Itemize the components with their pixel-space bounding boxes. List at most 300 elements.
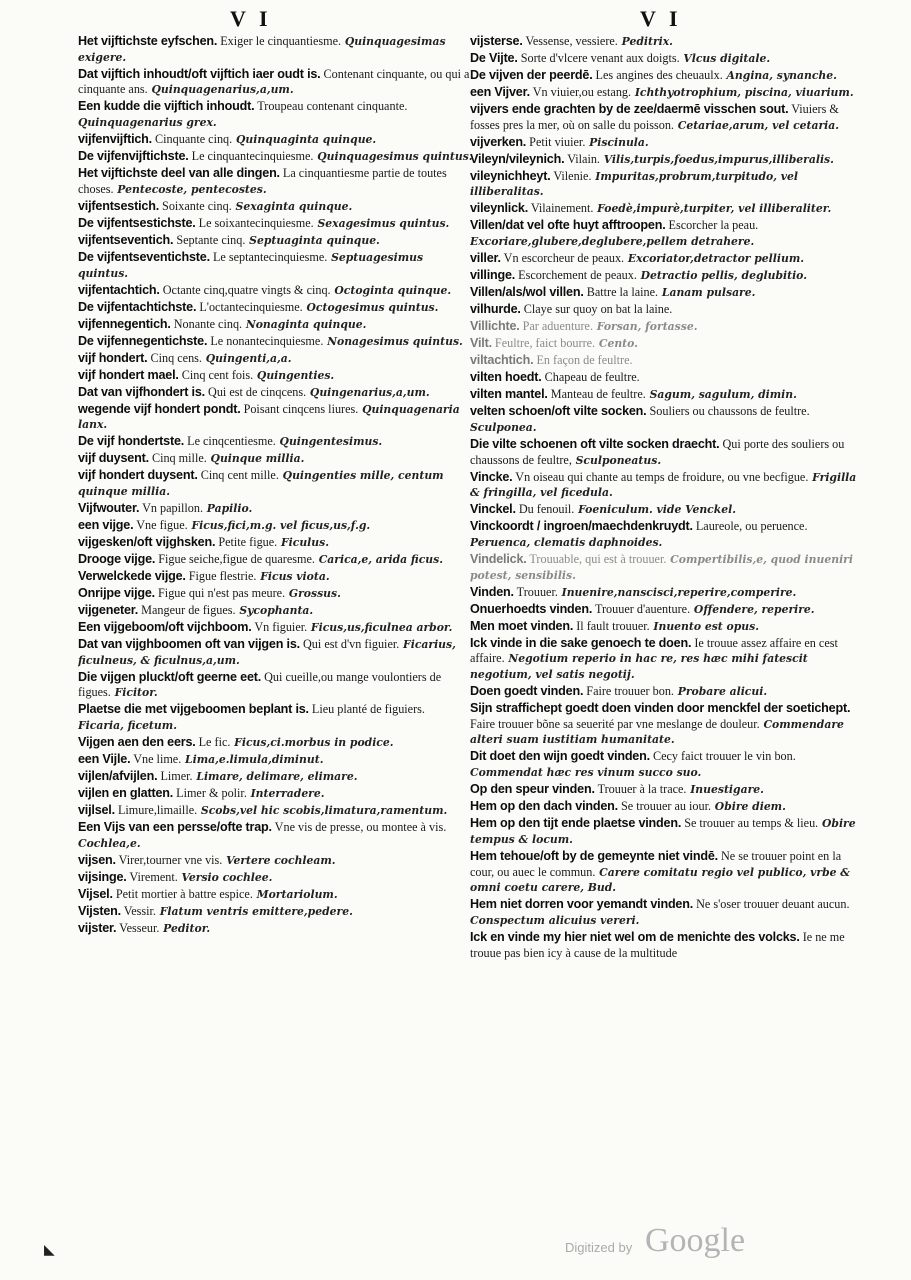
dictionary-entry xyxy=(470,816,865,847)
entry-headword: Onrijpe vijge. xyxy=(78,585,155,600)
entry-latin-gloss: Nonaginta quinque. xyxy=(242,317,367,331)
entry-headword: Dat van vijfhondert is. xyxy=(78,384,205,399)
entry-headword: vijgeneter. xyxy=(78,602,139,617)
entry-headword: Ick vinde in die sake genoech te doen. xyxy=(470,635,692,650)
entry-latin-gloss: Inuestigare. xyxy=(686,783,764,797)
entry-headword: vijsen. xyxy=(78,852,116,867)
entry-french-gloss: Vilain. xyxy=(564,151,600,166)
entry-french-gloss: Cinq cent mille. xyxy=(197,468,279,483)
entry-headword: vijf hondert mael. xyxy=(78,367,179,382)
dictionary-entry xyxy=(470,799,865,815)
entry-headword: Dat vijftich inhoudt/oft vijftich iaer oudt is. xyxy=(78,66,321,81)
entry-latin-gloss: Ficus,us,ficulnea arbor. xyxy=(307,620,453,634)
dictionary-entry xyxy=(78,451,473,467)
entry-french-gloss: Souliers ou chaussons de feultre. xyxy=(646,404,810,419)
entry-headword: Vinckoordt / ingroen/maechdenkruydt. xyxy=(470,519,693,534)
entry-headword: Plaetse die met vijgeboomen beplant is. xyxy=(78,702,309,717)
dictionary-entry xyxy=(78,233,473,249)
entry-french-gloss: Vn figuier. xyxy=(251,619,308,634)
entry-latin-gloss: Sculponea. xyxy=(470,420,537,434)
dictionary-entry xyxy=(78,300,473,316)
dictionary-entry xyxy=(470,268,865,284)
dictionary-entry xyxy=(78,820,473,851)
dictionary-entry xyxy=(78,853,473,869)
dictionary-entry xyxy=(78,317,473,333)
dictionary-entry xyxy=(78,586,473,602)
dictionary-entry xyxy=(78,199,473,215)
entry-french-gloss: Cecy faict trouuer le vin bon. xyxy=(649,749,796,764)
dictionary-entry xyxy=(470,585,865,601)
entry-latin-gloss: Quinquaginta quinque. xyxy=(232,133,377,147)
entry-latin-gloss: Impuritas,probrum,turpitudo, vel illiberalitas. xyxy=(470,169,798,199)
dictionary-entry xyxy=(470,387,865,403)
entry-french-gloss: Trouuer. xyxy=(513,584,558,599)
entry-latin-gloss: Carica,e, arida ficus. xyxy=(314,552,443,566)
entry-french-gloss: Ie trouue assez affaire en cest affaire. xyxy=(470,635,838,666)
entry-latin-gloss: Foeniculum. vide Venckel. xyxy=(574,503,736,517)
entry-french-gloss: Le cinqcentiesme. xyxy=(184,434,276,449)
entry-french-gloss: Ie ne me trouue pas bien icy à cause de la multitude xyxy=(470,929,845,960)
dictionary-entry xyxy=(78,149,473,165)
dictionary-entry xyxy=(470,849,865,896)
entry-latin-gloss: Offendere, reperire. xyxy=(690,602,815,616)
entry-french-gloss: Les angines des cheuaulx. xyxy=(592,68,723,82)
dictionary-entry xyxy=(470,701,865,748)
dictionary-entry xyxy=(470,930,865,961)
dictionary-entry xyxy=(470,502,865,518)
entry-french-gloss: La cinquantiesme partie de toutes choses. xyxy=(78,166,447,196)
entry-headword: vijlen/afvijlen. xyxy=(78,769,158,784)
dictionary-entry xyxy=(470,404,865,435)
entry-headword: velten schoen/oft vilte socken. xyxy=(470,404,647,419)
entry-french-gloss: Trouuer à la trace. xyxy=(594,782,687,797)
entry-latin-gloss: Cochlea,e. xyxy=(78,836,141,850)
entry-french-gloss: L'octantecinquiesme. xyxy=(196,299,303,314)
dictionary-entry xyxy=(78,569,473,585)
entry-french-gloss: Faire trouuer bõne sa seuerité par vne meslange de douleur. xyxy=(470,716,760,731)
entry-french-gloss: Se trouuer au iour. xyxy=(617,799,712,814)
dictionary-entry xyxy=(470,353,865,369)
dictionary-entry xyxy=(470,285,865,301)
dictionary-entry xyxy=(78,518,473,534)
dictionary-entry xyxy=(78,468,473,499)
entry-french-gloss: Faire trouuer bon. xyxy=(583,684,674,699)
entry-headword: viller. xyxy=(470,251,501,266)
entry-headword: Vinckel. xyxy=(470,502,516,517)
entry-latin-gloss: Versio cochlee. xyxy=(177,870,273,884)
entry-headword: vileynichheyt. xyxy=(470,168,551,183)
dictionary-entry xyxy=(78,786,473,802)
entry-french-gloss: Contenant cinquante, ou qui a cinquante ans. xyxy=(78,66,470,97)
entry-latin-gloss: Ficus viota. xyxy=(256,569,330,583)
entry-latin-gloss: Quinquagenaria lanx. xyxy=(78,402,460,432)
entry-french-gloss: Cinq cent fois. xyxy=(178,367,254,382)
dictionary-entry xyxy=(78,402,473,433)
entry-french-gloss: Manteau de feultre. xyxy=(547,387,646,402)
running-head-right: V I xyxy=(640,6,682,31)
entry-latin-gloss: Ichthyotrophium, piscina, viuarium. xyxy=(631,86,854,99)
dictionary-entry xyxy=(470,684,865,700)
dictionary-entry xyxy=(470,782,865,798)
entry-headword: Onuerhoedts vinden. xyxy=(470,601,593,616)
entry-latin-gloss: Ficitor. xyxy=(110,686,158,700)
google-logo: Google xyxy=(645,1222,746,1259)
entry-french-gloss: En façon de feultre. xyxy=(533,353,633,368)
entry-french-gloss: Qui cueille,ou mange voulontiers de figues. xyxy=(78,669,442,700)
entry-headword: vijvers ende grachten by de zee/daermē visschen sout. xyxy=(470,102,789,116)
entry-french-gloss: Virer,tourner vne vis. xyxy=(115,852,223,867)
entry-headword: Vijfwouter. xyxy=(78,500,140,515)
entry-french-gloss: Par aduenture. xyxy=(519,319,593,334)
entry-latin-gloss: Commendat hæc res vinum succo suo. xyxy=(470,766,702,780)
entry-french-gloss: Il fault trouuer. xyxy=(573,618,650,633)
entry-headword: Ick en vinde my hier niet wel om de menichte des volcks. xyxy=(470,929,800,944)
entry-headword: vilhurde. xyxy=(470,302,521,317)
entry-french-gloss: Qui porte des souliers ou chaussons de feultre, xyxy=(470,436,845,467)
dictionary-entry xyxy=(78,99,473,130)
entry-french-gloss: Petite figue. xyxy=(215,534,278,549)
entry-french-gloss: Feultre, faict bourre. xyxy=(491,336,596,351)
dictionary-entry xyxy=(78,670,473,701)
corner-mark: ◣ xyxy=(44,1242,55,1258)
entry-french-gloss: Le cinquantecinquiesme. xyxy=(188,149,314,164)
entry-french-gloss: Lieu planté de figuiers. xyxy=(308,702,425,717)
dictionary-entry xyxy=(78,250,473,281)
dictionary-entry xyxy=(470,218,865,249)
entry-headword: Een Vijs van een persse/ofte trap. xyxy=(78,820,272,835)
right-column xyxy=(470,34,865,1234)
digitized-by-label: Digitized by xyxy=(565,1240,633,1255)
dictionary-entry xyxy=(78,769,473,785)
entry-headword: vijfennegentich. xyxy=(78,316,171,331)
dictionary-entry xyxy=(470,636,865,683)
entry-french-gloss: Cinquante cinq. xyxy=(151,132,233,147)
entry-french-gloss: Mangeur de figues. xyxy=(138,602,236,617)
entry-latin-gloss: Peruenca, clematis daphnoides. xyxy=(470,535,663,549)
entry-headword: De vijfentachtichste. xyxy=(78,299,197,314)
dictionary-entry xyxy=(470,749,865,780)
entry-headword: Die vilte schoenen oft vilte socken draecht. xyxy=(470,436,720,451)
entry-headword: Drooge vijge. xyxy=(78,551,156,566)
dictionary-entry xyxy=(78,921,473,937)
entry-latin-gloss: Quingenties. xyxy=(253,368,335,382)
entry-latin-gloss: Quinquagesimus quintus. xyxy=(313,150,473,164)
entry-latin-gloss: Cento. xyxy=(595,337,638,351)
entry-latin-gloss: Scobs,vel hic scobis,limatura,ramentum. xyxy=(197,804,448,818)
entry-french-gloss: Vilenie. xyxy=(550,168,592,183)
entry-headword: Het vijftichste deel van alle dingen. xyxy=(78,166,280,181)
entry-latin-gloss: Ficarius, ficulneus, & ficulnus,a,um. xyxy=(78,637,456,667)
entry-headword: Vindelick. xyxy=(470,551,527,566)
entry-latin-gloss: Piscinula. xyxy=(585,135,649,149)
entry-french-gloss: Vilainement. xyxy=(528,201,594,216)
dictionary-entry xyxy=(470,251,865,267)
entry-latin-gloss: Vilis,turpis,foedus,impurus,illiberalis. xyxy=(599,152,834,166)
entry-headword: De vijfennegentichste. xyxy=(78,333,208,348)
entry-headword: vijfentsestich. xyxy=(78,198,159,213)
dictionary-entry xyxy=(470,619,865,635)
entry-latin-gloss: Peditor. xyxy=(159,921,211,935)
entry-headword: vijfenvijftich. xyxy=(78,132,152,147)
entry-headword: De vijf hondertste. xyxy=(78,434,185,449)
entry-french-gloss: Figue flestrie. xyxy=(185,568,257,583)
entry-headword: De Vijte. xyxy=(470,51,518,65)
entry-latin-gloss: Ficaria, ficetum. xyxy=(78,719,177,733)
dictionary-entry xyxy=(78,283,473,299)
entry-headword: een Vijle. xyxy=(78,752,131,767)
entry-french-gloss: Trouuer d'auenture. xyxy=(592,601,691,616)
dictionary-entry xyxy=(78,870,473,886)
running-head-left: V I xyxy=(230,6,272,31)
entry-headword: Een kudde die vijftich inhoudt. xyxy=(78,99,255,114)
entry-headword: vijfentseventich. xyxy=(78,232,174,247)
entry-french-gloss: Vessir. xyxy=(120,903,156,918)
entry-latin-gloss: Octoginta quinque. xyxy=(330,283,452,297)
dictionary-entry xyxy=(470,519,865,550)
entry-french-gloss: Vn oiseau qui chante au temps de froidure, ou vne becfigue. xyxy=(512,469,809,484)
entry-french-gloss: Le fic. xyxy=(195,735,231,750)
entry-french-gloss: Qui est d'vn figuier. xyxy=(299,636,400,651)
entry-french-gloss: Le nonantecinquiesme. xyxy=(207,333,324,348)
entry-headword: Vijsel. xyxy=(78,886,113,901)
entry-french-gloss: Vne vis de presse, ou montee à vis. xyxy=(271,820,447,835)
entry-headword: vijlen en glatten. xyxy=(78,786,174,801)
entry-latin-gloss: Compertibilis,e, quod inueniri potest, sensibilis. xyxy=(470,552,853,582)
entry-headword: Villen/als/wol villen. xyxy=(470,285,584,300)
entry-latin-gloss: Sculponeatus. xyxy=(571,453,662,467)
entry-headword: vilten hoedt. xyxy=(470,370,542,385)
dictionary-entry xyxy=(78,501,473,517)
entry-headword: Verwelckede vijge. xyxy=(78,568,186,583)
entry-latin-gloss: Ficus,ci.morbus in podice. xyxy=(230,736,394,750)
entry-headword: Die vijgen pluckt/oft geerne eet. xyxy=(78,669,262,684)
digitized-by-google-watermark xyxy=(565,1224,865,1264)
dictionary-entry xyxy=(470,34,865,50)
entry-latin-gloss: Limare, delimare, elimare. xyxy=(192,770,358,784)
entry-french-gloss: Se trouuer au temps & lieu. xyxy=(681,816,819,831)
entry-headword: vijgesken/oft vijghsken. xyxy=(78,534,216,549)
entry-french-gloss: Qui est de cinqcens. xyxy=(204,384,307,399)
entry-french-gloss: Troupeau contenant cinquante. xyxy=(254,99,408,114)
entry-french-gloss: Laureole, ou peruence. xyxy=(692,519,808,534)
entry-latin-gloss: Quingentesimus. xyxy=(275,435,383,449)
dictionary-entry xyxy=(470,102,865,133)
entry-french-gloss: Cinq mille. xyxy=(148,451,207,466)
dictionary-entry xyxy=(78,620,473,636)
entry-headword: Een vijgeboom/oft vijchboom. xyxy=(78,619,252,634)
entry-french-gloss: Claye sur quoy on bat la laine. xyxy=(520,302,673,317)
entry-headword: een Vijver. xyxy=(470,85,530,99)
entry-headword: De vijfenvijftichste. xyxy=(78,149,189,164)
entry-french-gloss: Viuiers & fosses pres la mer, où on salle du poisson. xyxy=(470,102,839,132)
entry-french-gloss: Le soixantecinquiesme. xyxy=(195,215,314,230)
entry-headword: vijfentachtich. xyxy=(78,282,160,297)
entry-french-gloss: Cinq cens. xyxy=(147,350,202,365)
left-column xyxy=(78,34,473,1234)
dictionary-entry xyxy=(470,437,865,468)
entry-french-gloss: Chapeau de feultre. xyxy=(541,370,640,385)
entry-headword: vijf duysent. xyxy=(78,451,149,466)
entry-latin-gloss: Quinquagesimas exigere. xyxy=(78,35,446,64)
entry-headword: vijf hondert duysent. xyxy=(78,468,198,483)
entry-french-gloss: Du fenouil. xyxy=(515,502,575,517)
entry-latin-gloss: Interradere. xyxy=(246,787,325,801)
entry-headword: Dit doet den wijn goedt vinden. xyxy=(470,749,650,764)
entry-french-gloss: Exiger le cinquantiesme. xyxy=(217,34,342,48)
entry-headword: viltachtich. xyxy=(470,353,534,368)
entry-headword: Hem op den tijt ende plaetse vinden. xyxy=(470,816,682,831)
entry-latin-gloss: Angina, synanche. xyxy=(722,69,837,82)
entry-french-gloss: Sorte d'vlcere venant aux doigts. xyxy=(517,51,680,65)
entry-latin-gloss: Cetariae,arum, vel cetaria. xyxy=(673,118,840,132)
entry-latin-gloss: Obire tempus & locum. xyxy=(470,817,856,846)
entry-latin-gloss: Vertere cochleam. xyxy=(222,853,336,867)
dictionary-entry xyxy=(470,68,865,84)
entry-latin-gloss: Ficulus. xyxy=(277,535,329,549)
entry-headword: vilten mantel. xyxy=(470,387,548,402)
entry-headword: een vijge. xyxy=(78,517,134,532)
entry-latin-gloss: Vlcus digitale. xyxy=(679,52,771,65)
entry-french-gloss: Vesseur. xyxy=(116,920,160,935)
entry-headword: Villichte. xyxy=(470,319,520,334)
entry-latin-gloss: Commendare alteri suam iustitiam humanitate. xyxy=(470,717,844,747)
dictionary-entry xyxy=(78,368,473,384)
page-header xyxy=(0,6,911,32)
entry-french-gloss: Vessense, vessiere. xyxy=(522,34,618,48)
entry-french-gloss: Petit viuier. xyxy=(526,134,586,149)
entry-french-gloss: Figue seiche,figue de quaresme. xyxy=(155,551,315,566)
entry-headword: Sijn straffichept goedt doen vinden door menckfel der soetichept. xyxy=(470,701,851,716)
entry-latin-gloss: Septuaginta quinque. xyxy=(245,233,380,247)
entry-french-gloss: Battre la laine. xyxy=(583,285,659,300)
entry-headword: Vinden. xyxy=(470,584,514,599)
entry-french-gloss: Limer & polir. xyxy=(173,786,247,801)
entry-french-gloss: Septante cinq. xyxy=(173,232,246,247)
entry-french-gloss: Poisant cinqcens liures. xyxy=(240,401,359,416)
entry-latin-gloss: Excoriator,detractor pellium. xyxy=(624,252,805,266)
entry-headword: vileynlick. xyxy=(470,201,529,216)
entry-french-gloss: Limure,limaille. xyxy=(114,803,198,818)
entry-latin-gloss: Lanam pulsare. xyxy=(658,286,756,300)
entry-latin-gloss: Septuagesimus quintus. xyxy=(78,250,424,280)
entry-french-gloss: Petit mortier à battre espice. xyxy=(112,886,253,901)
dictionary-entry xyxy=(78,67,473,98)
entry-headword: vijlsel. xyxy=(78,803,115,818)
dictionary-entry xyxy=(78,552,473,568)
dictionary-entry xyxy=(470,319,865,335)
entry-headword: Het vijftichste eyfschen. xyxy=(78,34,218,48)
entry-french-gloss: Le septantecinquiesme. xyxy=(209,249,328,264)
entry-headword: vijster. xyxy=(78,920,117,935)
dictionary-entry xyxy=(470,152,865,168)
dictionary-entry xyxy=(78,334,473,350)
entry-latin-gloss: Sycophanta. xyxy=(235,603,314,617)
entry-headword: Hem tehoue/oft by de gemeynte niet vindē. xyxy=(470,848,718,863)
dictionary-entry xyxy=(78,603,473,619)
entry-french-gloss: Vn escorcheur de peaux. xyxy=(500,251,625,266)
entry-latin-gloss: Quingenties mille, centum quinque millia. xyxy=(78,469,444,498)
entry-latin-gloss: Peditrix. xyxy=(617,35,673,48)
entry-latin-gloss: Detractio pellis, deglubitio. xyxy=(636,269,807,283)
entry-latin-gloss: Quinque millia. xyxy=(206,452,305,466)
entry-french-gloss: Ne se trouuer point en la cour, ou auec le commun. xyxy=(470,848,842,879)
entry-latin-gloss: Inuenire,nanscisci,reperire,comperire. xyxy=(557,585,797,599)
entry-latin-gloss: Quinquagenarius grex. xyxy=(78,116,217,130)
entry-french-gloss: Vn viuier,ou estang. xyxy=(529,85,632,99)
dictionary-entry xyxy=(78,887,473,903)
entry-latin-gloss: Conspectum alicuius vereri. xyxy=(470,913,640,927)
entry-french-gloss: Nonante cinq. xyxy=(170,316,243,331)
dictionary-entry xyxy=(78,904,473,920)
entry-latin-gloss: Quingenti,a,a. xyxy=(201,351,292,365)
entry-headword: De vijfentseventichste. xyxy=(78,249,210,264)
dictionary-entry xyxy=(78,132,473,148)
dictionary-entry xyxy=(470,336,865,352)
entry-headword: vijverken. xyxy=(470,134,527,149)
entry-latin-gloss: Lima,e.limula,diminut. xyxy=(181,753,324,767)
entry-latin-gloss: Papilio. xyxy=(203,501,253,515)
dictionary-entry xyxy=(78,166,473,197)
dictionary-entry xyxy=(78,34,473,65)
dictionary-entry xyxy=(78,351,473,367)
entry-headword: Vileyn/vileynich. xyxy=(470,151,565,166)
dictionary-entry xyxy=(78,216,473,232)
entry-latin-gloss: Pentecoste, pentecostes. xyxy=(113,182,267,196)
entry-latin-gloss: Sexagesimus quintus. xyxy=(313,216,450,230)
entry-headword: Hem op den dach vinden. xyxy=(470,799,618,814)
entry-latin-gloss: Carere comitatu regio vel publico, vrbe & omni coetu carere, Bud. xyxy=(470,865,851,895)
entry-headword: De vijven der peerdē. xyxy=(470,68,593,82)
dictionary-entry xyxy=(78,385,473,401)
entry-latin-gloss: Nonagesimus quintus. xyxy=(323,334,463,348)
entry-french-gloss: Octante cinq,quatre vingts & cinq. xyxy=(159,282,331,297)
entry-french-gloss: Escorchement de peaux. xyxy=(515,268,637,283)
dictionary-entry xyxy=(78,752,473,768)
dictionary-entry xyxy=(470,552,865,583)
entry-french-gloss: Escorcher la peau. xyxy=(665,218,759,233)
dictionary-entry xyxy=(78,803,473,819)
entry-french-gloss: Vn papillon. xyxy=(139,500,204,515)
entry-headword: Vilt. xyxy=(470,336,492,351)
dictionary-entry xyxy=(470,201,865,217)
entry-latin-gloss: Foedè,impurè,turpiter, vel illiberaliter. xyxy=(593,202,832,216)
entry-french-gloss: Ne s'oser trouuer deuant aucun. xyxy=(693,897,850,912)
entry-french-gloss: Soixante cinq. xyxy=(159,198,232,213)
entry-french-gloss: Limer. xyxy=(157,769,193,784)
entry-headword: Vijsten. xyxy=(78,903,121,918)
entry-latin-gloss: Obire diem. xyxy=(711,800,786,814)
dictionary-entry xyxy=(470,370,865,386)
entry-headword: Dat van vijghboomen oft van vijgen is. xyxy=(78,636,300,651)
entry-latin-gloss: Excoriare,glubere,deglubere,pellem detrahere. xyxy=(470,235,755,249)
entry-latin-gloss: Sagum, sagulum, dimin. xyxy=(645,388,797,402)
entry-latin-gloss: Negotium reperio in hac re, res hæc mihi fatescit negotium, vel satis negotij. xyxy=(470,652,808,682)
entry-latin-gloss: Octogesimus quintus. xyxy=(302,300,439,314)
entry-french-gloss: Vne lime. xyxy=(130,752,182,767)
entry-headword: Doen goedt vinden. xyxy=(470,684,584,699)
entry-latin-gloss: Frigilla & fringilla, vel ficedula. xyxy=(470,470,857,500)
entry-latin-gloss: Quinquagenarius,a,um. xyxy=(147,83,294,97)
entry-latin-gloss: Ficus,fici,m.g. vel ficus,us,f.g. xyxy=(187,518,371,532)
dictionary-entry xyxy=(470,470,865,501)
entry-french-gloss: Figue qui n'est pas meure. xyxy=(154,585,286,600)
entry-french-gloss: Trouuable, qui est à trouuer. xyxy=(526,551,667,566)
entry-headword: Villen/dat vel ofte huyt afftroopen. xyxy=(470,218,666,233)
entry-headword: vijf hondert. xyxy=(78,350,148,365)
dictionary-entry xyxy=(470,135,865,151)
entry-latin-gloss: Forsan, fortasse. xyxy=(593,320,698,334)
entry-latin-gloss: Mortariolum. xyxy=(252,887,338,901)
